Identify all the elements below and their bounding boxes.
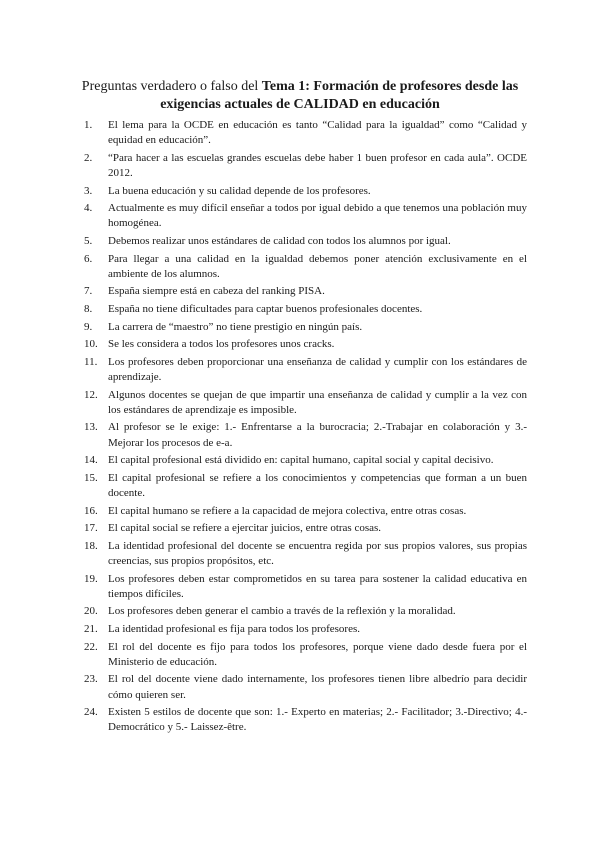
question-text: España siempre está en cabeza del ranking PISA. [108, 285, 325, 298]
question-item [84, 320, 527, 335]
question-text: Los profesores deben proporcionar una enseñanza de calidad y cumplir con los estándares de aprendizaje. [108, 355, 527, 383]
question-number: 16. [84, 504, 98, 517]
question-item [84, 284, 527, 299]
question-item [84, 539, 527, 569]
question-number: 22. [84, 640, 98, 653]
question-number: 13. [84, 421, 98, 434]
question-list [84, 118, 527, 738]
question-text: Actualmente es muy difícil enseñar a todos por igual debido a que tenemos una población muy homogénea. [108, 202, 527, 230]
question-text: Se les considera a todos los profesores unos cracks. [108, 338, 335, 351]
question-text: Existen 5 estilos de docente que son: 1.- Experto en materias; 2.- Facilitador; 3.-Directivo; 4.- Democrático y 5.- Laissez-être. [108, 706, 527, 734]
question-text: El capital profesional está dividido en: capital humano, capital social y capital decisivo. [108, 454, 494, 467]
question-text: Al profesor se le exige: 1.- Enfrentarse a la burocracia; 2.-Trabajar en colaboración y 3.- Mejorar los procesos de e-a. [108, 421, 527, 449]
question-item [84, 252, 527, 282]
question-text: El capital social se refiere a ejercitar juicios, entre otras cosas. [108, 522, 382, 535]
question-text: La buena educación y su calidad depende de los profesores. [108, 184, 371, 197]
question-item [84, 420, 527, 450]
question-item [84, 388, 527, 418]
question-number: 17. [84, 522, 98, 535]
question-text: España no tiene dificultades para captar buenos profesionales docentes. [108, 302, 423, 315]
question-item [84, 337, 527, 352]
question-number: 3. [84, 184, 93, 197]
question-number: 7. [84, 285, 93, 298]
question-number: 4. [84, 202, 93, 215]
question-text: La identidad profesional es fija para todos los profesores. [108, 622, 361, 635]
question-text: Para llegar a una calidad en la igualdad debemos poner atención exclusivamente en el ambiente de los alumnos. [108, 252, 527, 280]
question-item [84, 504, 527, 519]
question-number: 1. [84, 119, 93, 131]
question-text: Algunos docentes se quejan de que impartir una enseñanza de calidad y cumplir a la vez con los estándares de aprendizaje es imposible. [108, 388, 527, 416]
question-item [84, 705, 527, 735]
question-item [84, 355, 527, 385]
question-text: El rol del docente viene dado internamente, los profesores tienen libre albedrío para decidir cómo quieren ser. [108, 673, 527, 701]
question-item [84, 572, 527, 602]
question-number: 24. [84, 706, 98, 719]
question-number: 11. [84, 355, 98, 368]
question-number: 15. [84, 471, 98, 484]
question-item [84, 302, 527, 317]
question-item [84, 521, 527, 536]
question-text: Debemos realizar unos estándares de calidad con todos los alumnos por igual. [108, 234, 451, 247]
question-number: 6. [84, 252, 93, 265]
question-item [84, 453, 527, 468]
question-text: Los profesores deben estar comprometidos en su tarea para sostener la calidad educativa en tiempos difíciles. [108, 572, 527, 600]
question-item [84, 201, 527, 231]
question-item [84, 622, 527, 637]
question-item [84, 471, 527, 501]
question-item [84, 640, 527, 670]
question-number: 14. [84, 454, 98, 467]
question-number: 18. [84, 539, 98, 552]
question-number: 2. [84, 151, 93, 164]
question-item [84, 184, 527, 199]
question-text: El rol del docente es fijo para todos los profesores, porque viene dado desde fuera por el Ministerio de educación. [108, 640, 527, 668]
question-number: 23. [84, 673, 98, 686]
question-text: El lema para la OCDE en educación es tanto “Calidad para la igualdad” como “Calidad y equidad en educación”. [108, 119, 527, 147]
title-prefix: Preguntas verdadero o falso del [81, 79, 262, 94]
question-text: “Para hacer a las escuelas grandes escuelas debe haber 1 buen profesor en cada aula”. OCDE 2012. [108, 151, 527, 179]
question-number: 12. [84, 388, 98, 401]
question-item [84, 151, 527, 181]
question-item [84, 604, 527, 619]
question-number: 20. [84, 605, 98, 618]
question-number: 5. [84, 234, 93, 247]
question-number: 19. [84, 572, 98, 585]
question-number: 21. [84, 622, 98, 635]
question-text: La carrera de “maestro” no tiene prestigio en ningún país. [108, 320, 363, 333]
question-text: La identidad profesional del docente se encuentra regida por sus propios valores, sus propias creencias, sus propios propósitos, etc. [108, 539, 527, 567]
question-text: El capital humano se refiere a la capacidad de mejora colectiva, entre otras cosas. [108, 504, 467, 517]
question-number: 8. [84, 302, 93, 315]
question-number: 9. [84, 320, 93, 333]
question-text: Los profesores deben generar el cambio a través de la reflexión y la moralidad. [108, 605, 456, 618]
question-item [84, 672, 527, 702]
question-item [84, 234, 527, 249]
question-number: 10. [84, 338, 98, 351]
question-item [84, 118, 527, 148]
title-topic: Tema 1: Formación de profesores desde las exigencias actuales de CALIDAD en educación [160, 79, 519, 112]
page-title [60, 78, 540, 114]
question-text: El capital profesional se refiere a los conocimientos y competencias que forman a un buen docente. [108, 471, 527, 499]
